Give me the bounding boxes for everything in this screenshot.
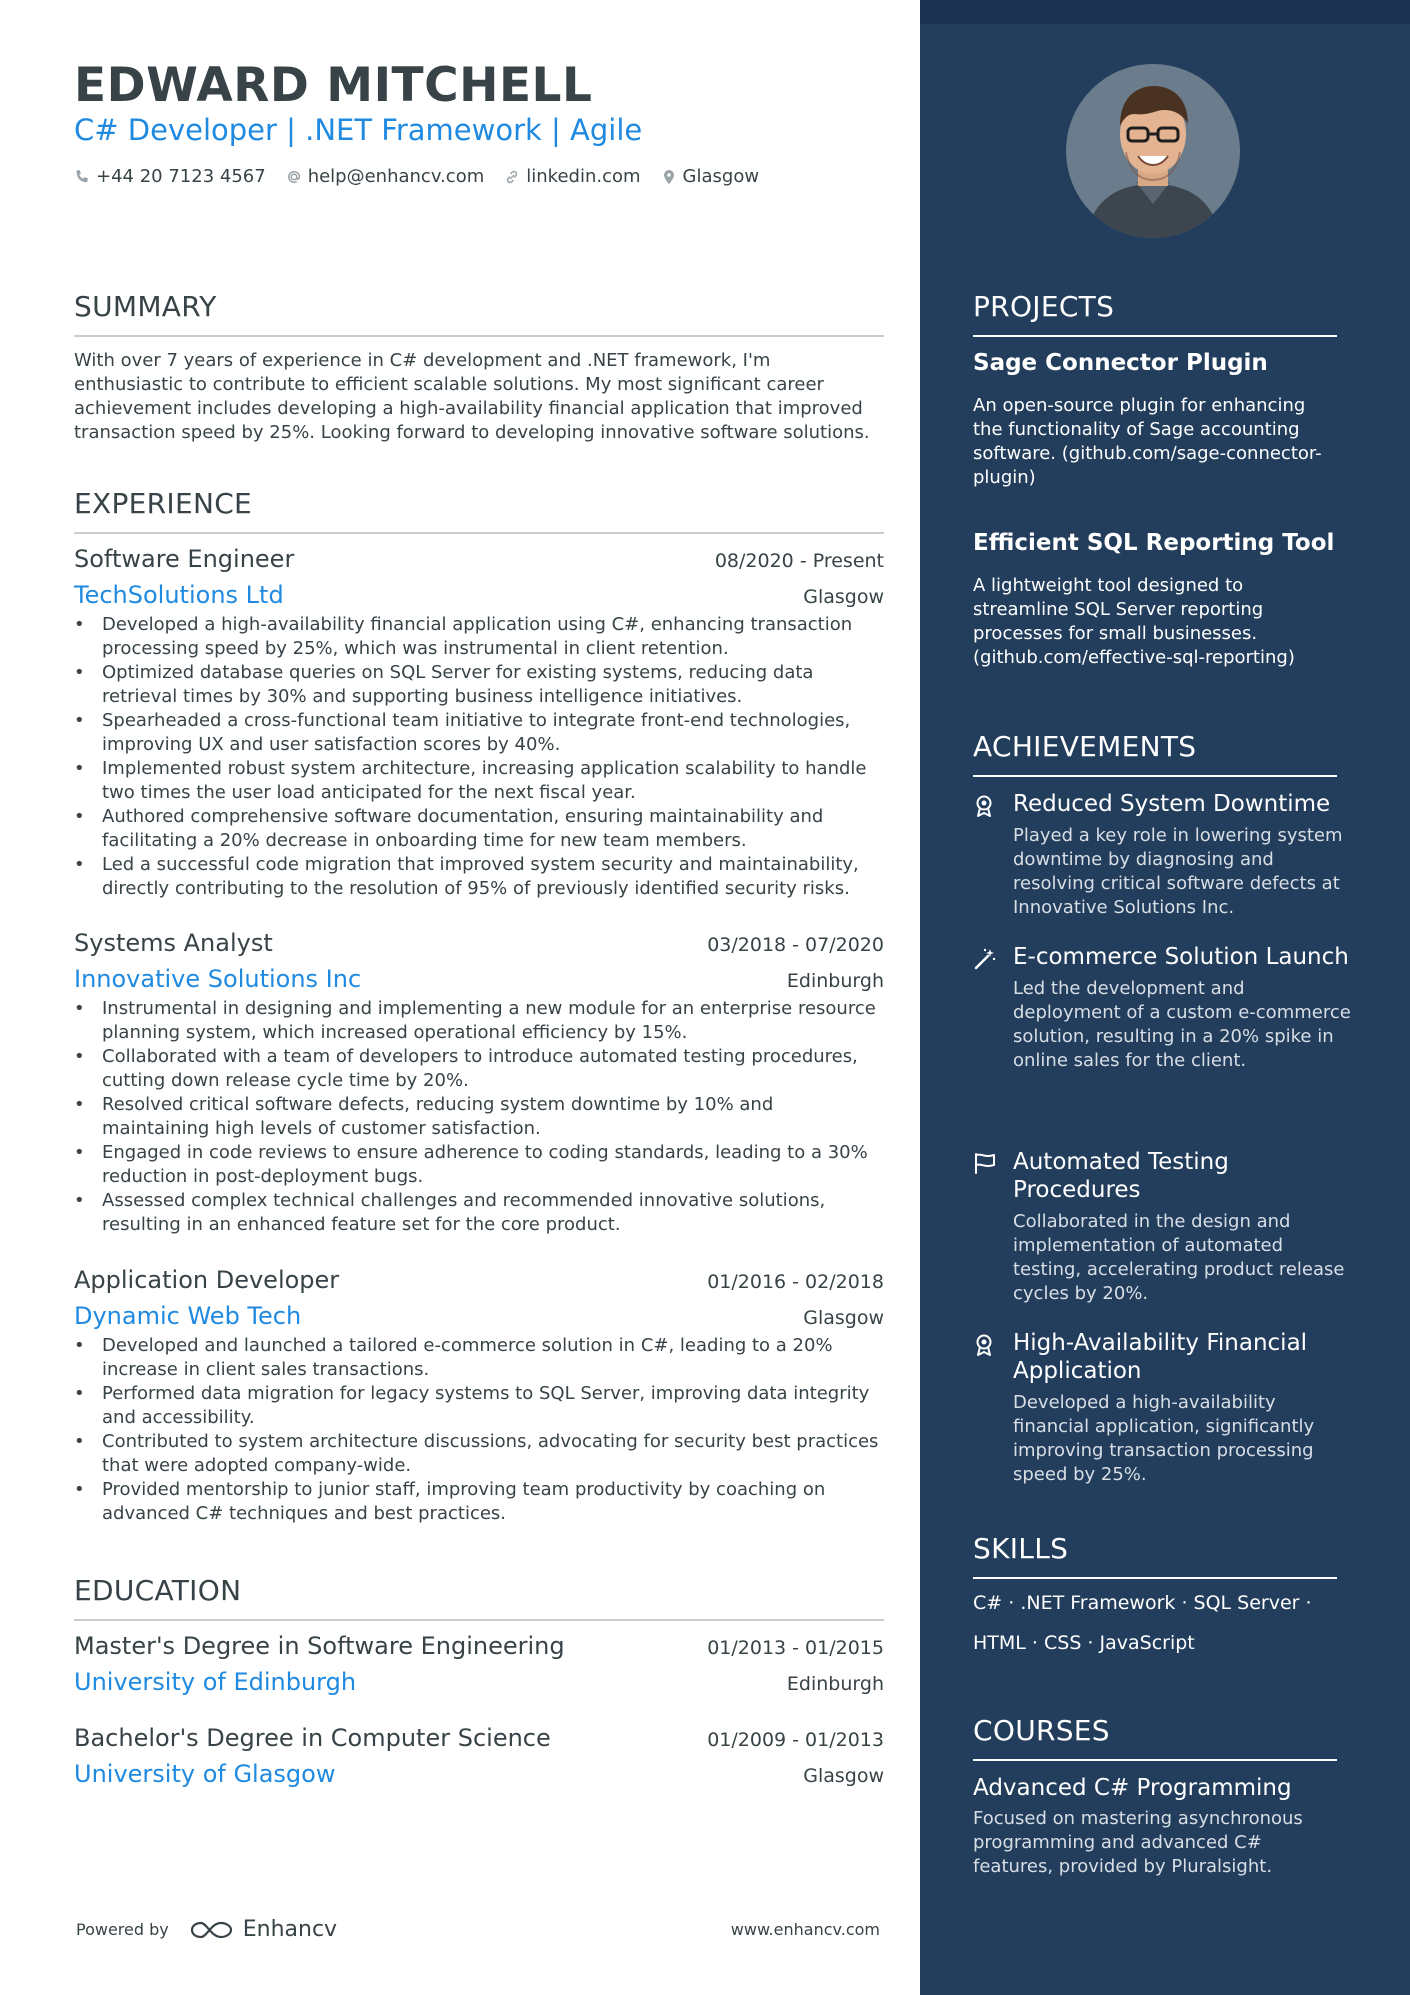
email-text: help@enhancv.com: [307, 166, 485, 187]
job-role: Software Engineer: [74, 545, 295, 573]
project-item: [973, 350, 1337, 490]
skills-heading: SKILLS: [973, 1532, 1069, 1565]
candidate-tagline: C# Developer | .NET Framework | Agile: [74, 113, 643, 147]
experience-divider: [74, 532, 884, 534]
summary-section: [74, 290, 884, 445]
link-icon: [504, 169, 520, 185]
phone-text: +44 20 7123 4567: [96, 166, 266, 187]
project-title: Efficient SQL Reporting Tool: [973, 530, 1335, 556]
job-bullets: [74, 997, 884, 1237]
achievements-heading: ACHIEVEMENTS: [973, 730, 1197, 763]
job-role: Application Developer: [74, 1266, 340, 1294]
course-title: Advanced C# Programming: [973, 1775, 1292, 1801]
job-company[interactable]: Dynamic Web Tech: [74, 1302, 302, 1330]
education-school[interactable]: University of Glasgow: [74, 1760, 336, 1788]
skills-list: C# · .NET Framework · SQL Server · HTML · CSS · JavaScript: [973, 1592, 1312, 1654]
projects-divider: [973, 335, 1337, 337]
job-bullet: • Provided mentorship to junior staff, improving team productivity by coaching on advanced C# techniques and best practices.: [102, 1478, 884, 1526]
education-school[interactable]: University of Edinburgh: [74, 1668, 357, 1696]
job-bullet: • Contributed to system architecture discussions, advocating for security best practices that were adopted company-wide.: [102, 1430, 884, 1478]
education-degree: Master's Degree in Software Engineering: [74, 1632, 565, 1660]
skills-divider: [973, 1577, 1337, 1579]
job-bullet: • Instrumental in designing and implementing a new module for an enterprise resource planning system, which increased operational efficiency by 15%.: [102, 997, 884, 1045]
summary-divider: [74, 335, 884, 337]
project-description: An open-source plugin for enhancing the functionality of Sage accounting software. (github.com/sage-connector-plugin): [973, 395, 1322, 488]
enhancv-logo-icon: [189, 1919, 235, 1941]
footer: [76, 1917, 880, 1942]
course-description: Focused on mastering asynchronous programming and advanced C# features, provided by Pluralsight.: [973, 1808, 1303, 1877]
job-role: Systems Analyst: [74, 929, 273, 957]
footer-url[interactable]: www.enhancv.com: [730, 1920, 880, 1939]
project-item: [973, 530, 1337, 670]
achievement-item: [973, 943, 1353, 1073]
achievement-description: Led the development and deployment of a custom e-commerce solution, resulting in a 20% spike in online sales for the client.: [1013, 978, 1351, 1071]
project-title: Sage Connector Plugin: [973, 350, 1268, 376]
job-entry: [74, 545, 884, 901]
education-location: Glasgow: [803, 1765, 884, 1787]
education-dates: 01/2013 - 01/2015: [707, 1637, 884, 1659]
education-entry: [74, 1724, 884, 1788]
job-company[interactable]: Innovative Solutions Inc: [74, 965, 362, 993]
achievement-item: [973, 1329, 1353, 1487]
contact-linkedin[interactable]: [504, 166, 640, 187]
job-bullet: • Assessed complex technical challenges and recommended innovative solutions, resulting in an enhanced feature set for the core product.: [102, 1189, 884, 1237]
job-bullet: • Spearheaded a cross-functional team initiative to integrate front-end technologies, improving UX and user satisfaction scores by 40%.: [102, 709, 884, 757]
job-bullet: • Developed a high-availability financial application using C#, enhancing transaction processing speed by 25%, which was instrumental in client retention.: [102, 613, 884, 661]
education-dates: 01/2009 - 01/2013: [707, 1729, 884, 1751]
skill-tag: JavaScript: [1099, 1632, 1195, 1654]
skill-tag: SQL Server: [1193, 1592, 1300, 1614]
job-location: Glasgow: [803, 1307, 884, 1329]
avatar-illustration: [1066, 64, 1240, 238]
education-header: [74, 1574, 884, 1621]
achievements-divider: [973, 775, 1337, 777]
contact-email[interactable]: [286, 166, 485, 187]
contact-bar: [74, 166, 884, 187]
achievement-item: [973, 1148, 1353, 1306]
job-bullets: [74, 613, 884, 901]
education-heading: EDUCATION: [74, 1574, 242, 1607]
achievement-description: Collaborated in the design and implementation of automated testing, accelerating product release cycles by 20%.: [1013, 1211, 1345, 1304]
projects-section: [973, 290, 1337, 337]
courses-section: [973, 1714, 1337, 1879]
job-dates: 01/2016 - 02/2018: [707, 1271, 884, 1293]
contact-phone[interactable]: [74, 166, 266, 187]
job-bullet: • Authored comprehensive software documentation, ensuring maintainability and facilitating a 20% decrease in onboarding time for new team members.: [102, 805, 884, 853]
award-ribbon-icon: [973, 1329, 999, 1487]
powered-by-label: Powered by: [76, 1920, 169, 1939]
location-text: Glasgow: [682, 166, 760, 187]
candidate-name: EDWARD MITCHELL: [74, 58, 593, 113]
brand-name: Enhancv: [242, 1917, 338, 1942]
courses-divider: [973, 1759, 1337, 1761]
linkedin-text: linkedin.com: [526, 166, 641, 187]
project-description: A lightweight tool designed to streamline SQL Server reporting processes for small businesses. (github.com/effective-sql-reporting): [973, 575, 1295, 668]
skills-section: [973, 1532, 1337, 1663]
achievement-title: Reduced System Downtime: [1013, 791, 1331, 817]
job-bullet: • Collaborated with a team of developers to introduce automated testing procedures, cutting down release cycle time by 20%.: [102, 1045, 884, 1093]
experience-heading: EXPERIENCE: [74, 487, 253, 520]
summary-text: With over 7 years of experience in C# development and .NET framework, I'm enthusiastic to contribute to efficient scalable solutions. My most significant career achievement includes developing a high-availability financial application that improved transaction speed by 25%. Looking forward to developing innovative software solutions.: [74, 350, 870, 443]
skill-tag: HTML: [973, 1632, 1026, 1654]
achievement-title: E-commerce Solution Launch: [1013, 944, 1349, 970]
job-entry: [74, 1266, 884, 1526]
skill-tag: CSS: [1044, 1632, 1082, 1654]
job-bullet: • Optimized database queries on SQL Server for existing systems, reducing data retrieval times by 30% and supporting business intelligence initiatives.: [102, 661, 884, 709]
skill-tag: .NET Framework: [1020, 1592, 1176, 1614]
phone-icon: [74, 169, 90, 185]
achievement-title: High-Availability Financial Application: [1013, 1330, 1308, 1384]
achievement-item: [973, 790, 1353, 920]
contact-location: [661, 166, 760, 187]
courses-heading: COURSES: [973, 1714, 1110, 1747]
at-icon: [286, 169, 302, 185]
job-location: Glasgow: [803, 586, 884, 608]
job-company[interactable]: TechSolutions Ltd: [74, 581, 284, 609]
education-location: Edinburgh: [786, 1673, 884, 1695]
summary-heading: SUMMARY: [74, 290, 217, 323]
job-location: Edinburgh: [786, 970, 884, 992]
profile-photo: [1066, 64, 1240, 238]
achievements-section: [973, 730, 1337, 777]
education-entry: [74, 1632, 884, 1696]
job-bullets: [74, 1334, 884, 1526]
job-dates: 03/2018 - 07/2020: [707, 934, 884, 956]
magic-wand-icon: [973, 943, 999, 1073]
job-dates: 08/2020 - Present: [714, 550, 884, 572]
achievement-description: Played a key role in lowering system downtime by diagnosing and resolving critical software defects at Innovative Solutions Inc.: [1013, 825, 1343, 918]
experience-header: [74, 487, 884, 534]
job-bullet: • Performed data migration for legacy systems to SQL Server, improving data integrity and accessibility.: [102, 1382, 884, 1430]
job-bullet: • Resolved critical software defects, reducing system downtime by 10% and maintaining high levels of customer satisfaction.: [102, 1093, 884, 1141]
achievement-title: Automated Testing Procedures: [1013, 1149, 1229, 1203]
education-degree: Bachelor's Degree in Computer Science: [74, 1724, 551, 1752]
job-bullet: • Developed and launched a tailored e-commerce solution in C#, leading to a 20% increase in client sales transactions.: [102, 1334, 884, 1382]
location-pin-icon: [661, 169, 677, 185]
job-bullet: • Engaged in code reviews to ensure adherence to coding standards, leading to a 30% reduction in post-deployment bugs.: [102, 1141, 884, 1189]
award-ribbon-icon: [973, 790, 999, 920]
flag-icon: [973, 1148, 999, 1306]
skill-tag: C#: [973, 1592, 1003, 1614]
sidebar-top-band: [920, 0, 1410, 24]
brand-logo[interactable]: [189, 1917, 337, 1942]
powered-by: [76, 1917, 337, 1942]
projects-heading: PROJECTS: [973, 290, 1115, 323]
sidebar: [920, 0, 1410, 1995]
achievement-description: Developed a high-availability financial application, significantly improving transaction processing speed by 25%.: [1013, 1392, 1315, 1485]
education-divider: [74, 1619, 884, 1621]
job-bullet: • Implemented robust system architecture, increasing application scalability to handle two times the user load anticipated for the next fiscal year.: [102, 757, 884, 805]
job-bullet: • Led a successful code migration that improved system security and maintainability, directly contributing to the resolution of 95% of previously identified security risks.: [102, 853, 884, 901]
job-entry: [74, 929, 884, 1237]
